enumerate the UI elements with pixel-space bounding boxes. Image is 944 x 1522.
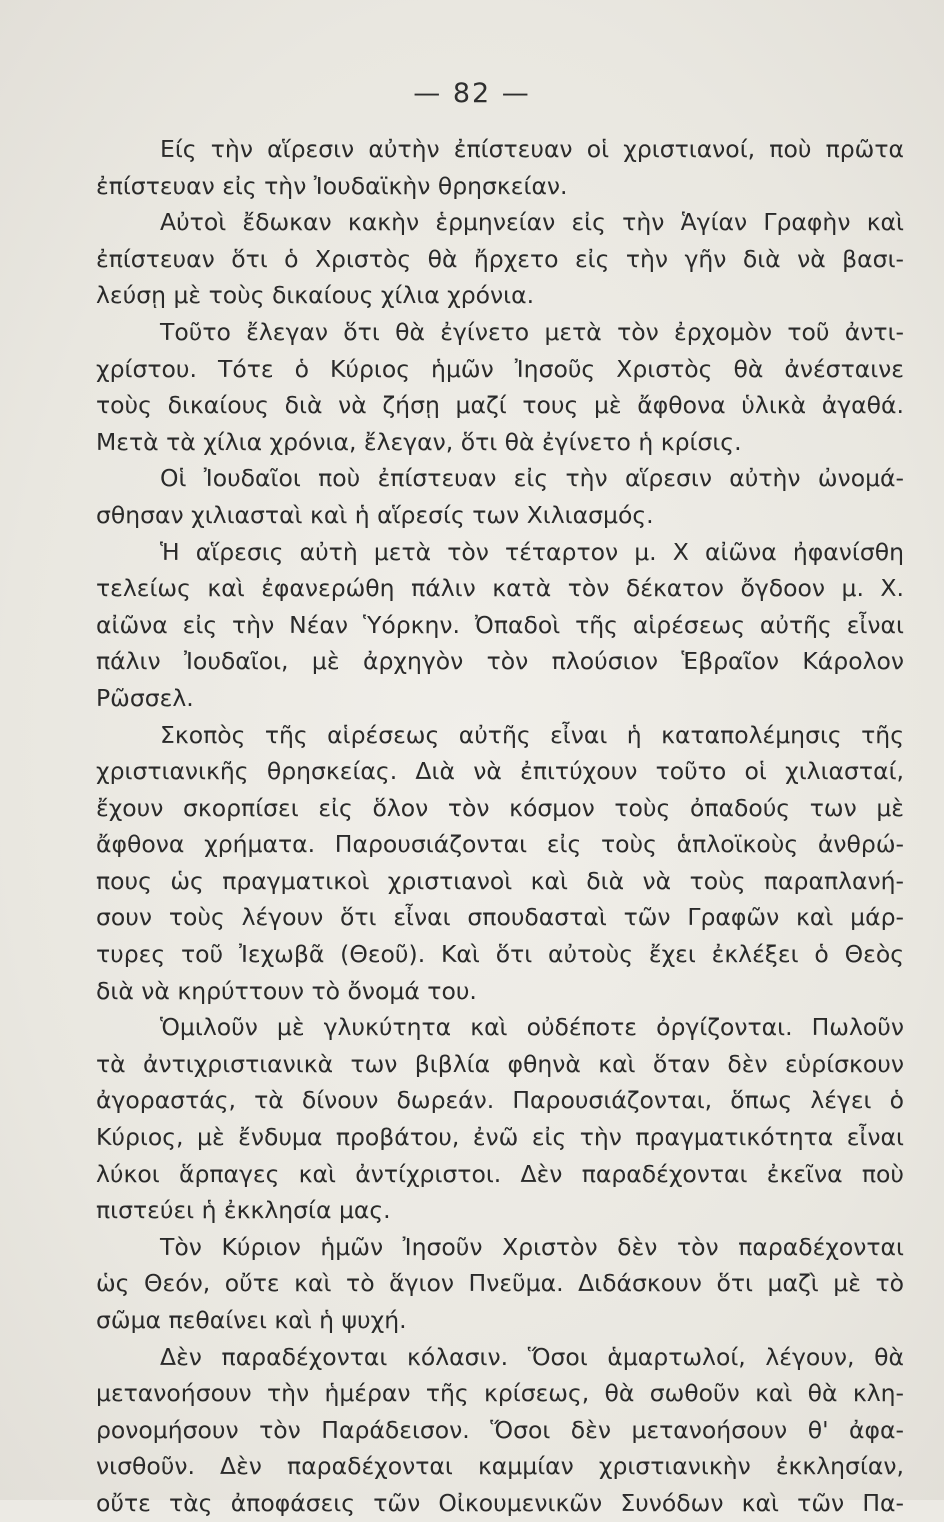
text-line: Ὁμιλοῦν μὲ γλυκύτητα καὶ οὐδέποτε ὀργίζονται. Πωλοῦν <box>160 1013 904 1042</box>
text-line: οὔτε τὰς ἀποφάσεις τῶν Οἰκουμενικῶν Συνόδων καὶ τῶν Πα- <box>96 1488 904 1517</box>
text-line: Ἡ αἵρεσις αὐτὴ μετὰ τὸν τέταρτον μ. Χ αἰῶνα ἠφανίσθη <box>160 537 904 566</box>
text-line: Είς τὴν αἵρεσιν αὐτὴν ἐπίστευαν οἱ χριστιανοί, ποὺ πρῶτα <box>160 135 904 163</box>
text-line: ἔχουν σκορπίσει εἰς ὅλον τὸν κόσμον τοὺς ὀπαδούς των μὲ <box>96 793 904 822</box>
text-line: χρίστου. Τότε ὁ Κύριος ἡμῶν Ἰησοῦς Χριστὸς θὰ ἀνέσταινε <box>96 354 904 383</box>
text-line: τοὺς δικαίους διὰ νὰ ζήσῃ μαζί τους μὲ ἄφθονα ὑλικὰ ἀγαθά. <box>96 391 904 420</box>
text-line: χριστιανικῆς θρησκείας. Διὰ νὰ ἐπιτύχουν τοῦτο οἱ χιλιασταί, <box>96 757 904 786</box>
text-line: ἀγοραστάς, τὰ δίνουν δωρεάν. Παρουσιάζονται, ὅπως λέγει ὁ <box>96 1086 904 1115</box>
text-line: λεύσῃ μὲ τοὺς δικαίους χίλια χρόνια. <box>96 281 535 310</box>
text-line: Κύριος, μὲ ἔνδυμα προβάτου, ἐνῶ εἰς τὴν πραγματικότητα εἶναι <box>96 1123 904 1152</box>
text-line: αἰῶνα εἰς τὴν Νέαν Ὑόρκην. Ὀπαδοὶ τῆς αἱρέσεως αὐτῆς εἶναι <box>96 610 904 639</box>
text-line: μετανοήσουν τὴν ἡμέραν τῆς κρίσεως, θὰ σωθοῦν καὶ θὰ κλη- <box>96 1379 904 1408</box>
text-line: Τοῦτο ἔλεγαν ὅτι θὰ ἐγίνετο μετὰ τὸν ἐρχομὸν τοῦ ἀντι- <box>160 317 904 346</box>
text-line: Δὲν παραδέχονται κόλασιν. Ὅσοι ἁμαρτωλοί, λέγουν, θὰ <box>160 1342 904 1371</box>
text-line: τὰ ἀντιχριστιανικὰ των βιβλία φθηνὰ καὶ ὅταν δὲν εὑρίσκουν <box>96 1049 904 1078</box>
text-line: τελείως καὶ ἐφανερώθη πάλιν κατὰ τὸν δέκατον ὄγδοον μ. Χ. <box>96 574 904 603</box>
text-line: ρονομήσουν τὸν Παράδεισον. Ὅσοι δὲν μετανοήσουν θ' ἀφα- <box>96 1415 904 1444</box>
page-number: — 82 — <box>413 78 531 109</box>
text-line: τυρες τοῦ Ἰεχωβᾶ (Θεοῦ). Καὶ ὅτι αὐτοὺς ἔχει ἐκλέξει ὁ Θεὸς <box>96 940 904 969</box>
page-text <box>96 131 904 1522</box>
text-line: Αὐτοὶ ἔδωκαν κακὴν ἑρμηνείαν εἰς τὴν Ἁγίαν Γραφὴν καὶ <box>160 208 904 237</box>
text-line: Ρῶσσελ. <box>96 683 194 712</box>
text-line: ἐπίστευαν εἰς τὴν Ἰουδαϊκὴν θρησκείαν. <box>96 171 568 200</box>
text-line: Οἱ Ἰουδαῖοι ποὺ ἐπίστευαν εἰς τὴν αἵρεσιν αὐτὴν ὠνομά- <box>160 464 904 493</box>
text-line: Τὸν Κύριον ἡμῶν Ἰησοῦν Χριστὸν δὲν τὸν παραδέχονται <box>160 1232 904 1261</box>
text-line: ὡς Θεόν, οὔτε καὶ τὸ ἅγιον Πνεῦμα. Διδάσκουν ὅτι μαζὶ μὲ τὸ <box>96 1269 904 1298</box>
text-line: πιστεύει ἡ ἐκκλησία μας. <box>96 1196 391 1225</box>
text-line: σῶμα πεθαίνει καὶ ἡ ψυχή. <box>96 1306 407 1334</box>
text-line: σθησαν χιλιασταὶ καὶ ἡ αἵρεσίς των Χιλιασμός. <box>96 500 654 529</box>
text-line: σουν τοὺς λέγουν ὅτι εἶναι σπουδασταὶ τῶν Γραφῶν καὶ μάρ- <box>96 903 904 932</box>
text-line: ἐπίστευαν ὅτι ὁ Χριστὸς θὰ ἤρχετο εἰς τὴν γῆν διὰ νὰ βασι- <box>96 244 904 273</box>
text-line: πους ὡς πραγματικοὶ χριστιανοὶ καὶ διὰ νὰ τοὺς παραπλανή- <box>96 866 904 895</box>
text-line: Σκοπὸς τῆς αἱρέσεως αὐτῆς εἶναι ἡ καταπολέμησις τῆς <box>160 720 904 749</box>
text-line: νισθοῦν. Δὲν παραδέχονται καμμίαν χριστιανικὴν ἐκκλησίαν, <box>96 1452 904 1481</box>
text-line: λύκοι ἅρπαγες καὶ ἀντίχριστοι. Δὲν παραδέχονται ἐκεῖνα ποὺ <box>96 1159 904 1188</box>
text-line: διὰ νὰ κηρύττουν τὸ ὄνομά του. <box>96 976 477 1005</box>
text-line: Μετὰ τὰ χίλια χρόνια, ἔλεγαν, ὅτι θὰ ἐγίνετο ἡ κρίσις. <box>96 427 742 456</box>
text-line: πάλιν Ἰουδαῖοι, μὲ ἀρχηγὸν τὸν πλούσιον Ἑβραῖον Κάρολον <box>96 647 904 676</box>
text-line: ἄφθονα χρήματα. Παρουσιάζονται εἰς τοὺς ἁπλοϊκοὺς ἀνθρώ- <box>96 830 904 859</box>
